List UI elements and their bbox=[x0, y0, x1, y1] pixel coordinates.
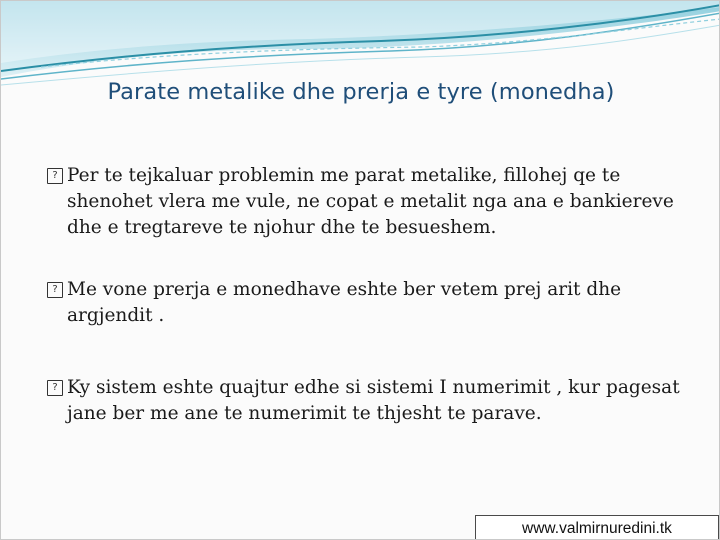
bullet-item bbox=[47, 163, 687, 277]
slide-title: Parate metalike dhe prerja e tyre (monedha) bbox=[107, 79, 615, 105]
bullet-list bbox=[47, 163, 687, 427]
missing-glyph-bullet-icon: ? bbox=[47, 380, 63, 396]
bullet-text: Me vone prerja e monedhave eshte ber vetem prej arit dhe argjendit . bbox=[67, 279, 622, 326]
bullet-text: Ky sistem eshte quajtur edhe si sistemi I numerimit , kur pagesat jane ber me ane te numerimit te thjesht te parave. bbox=[67, 377, 680, 424]
missing-glyph-bullet-icon: ? bbox=[47, 282, 63, 298]
bullet-text: Per te tejkaluar problemin me parat metalike, fillohej qe te shenohet vlera me vule, ne copat e metalit nga ana e bankiereve dhe e tregtareve te njohur dhe te besueshem. bbox=[67, 165, 674, 238]
website-link[interactable]: www.valmirnuredini.tk bbox=[475, 515, 719, 540]
bullet-item bbox=[47, 375, 687, 427]
decorative-wave-header bbox=[1, 1, 720, 91]
bullet-item bbox=[47, 277, 687, 375]
missing-glyph-bullet-icon: ? bbox=[47, 168, 63, 184]
